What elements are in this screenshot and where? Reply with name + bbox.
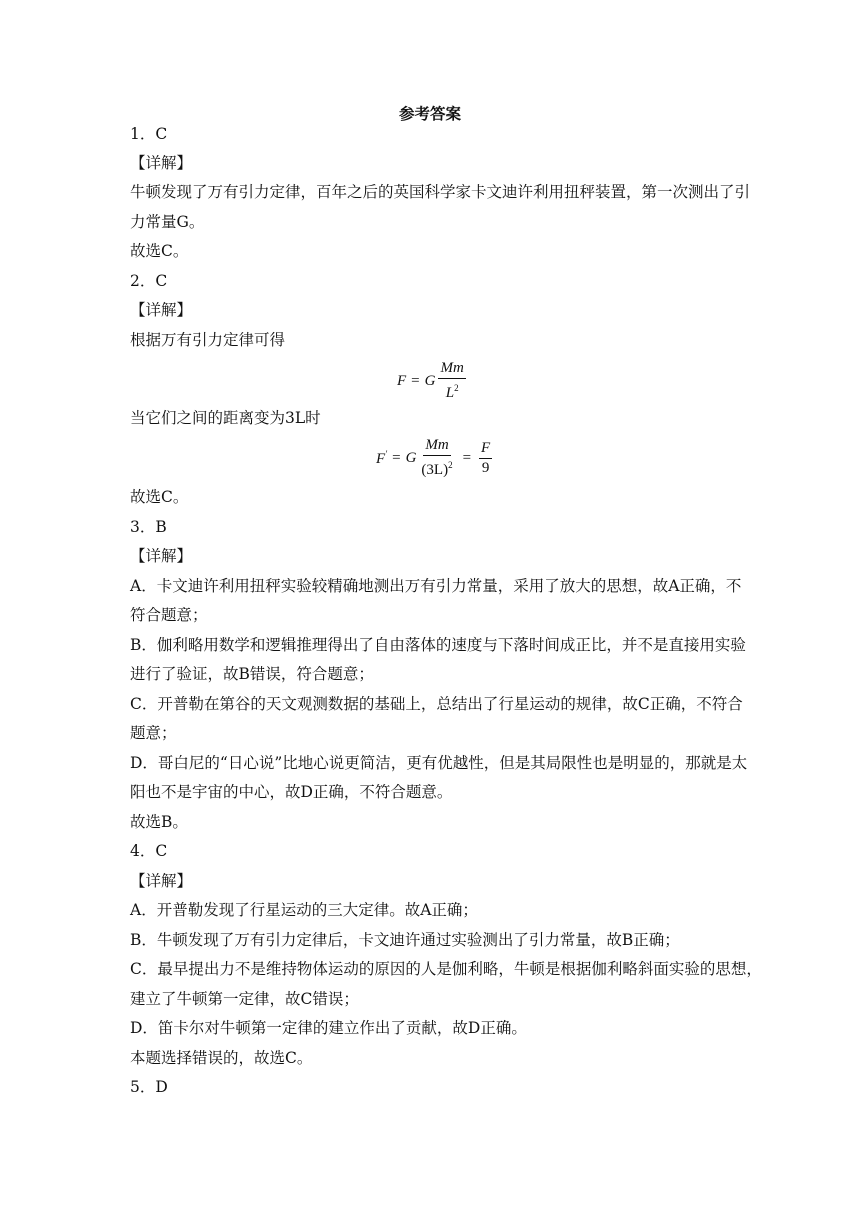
text-line: 题意； bbox=[130, 724, 177, 742]
fraction-denominator: $L^2$ bbox=[445, 383, 459, 401]
formula-fraction bbox=[479, 440, 492, 477]
answer-number: 4．C bbox=[130, 842, 168, 860]
text-line: D．哥白尼的“日心说”比地心说更简洁，更有优越性，但是其局限性也是明显的，那就是太 bbox=[130, 754, 748, 772]
text-line: 进行了验证，故B错误，符合题意； bbox=[130, 665, 374, 683]
text-line: 故选C。 bbox=[130, 242, 189, 260]
text-line: B．伽利略用数学和逻辑推理得出了自由落体的速度与下落时间成正比，并不是直接用实验 bbox=[130, 636, 746, 654]
answer-number: 2．C bbox=[130, 272, 168, 290]
formula-equals: = bbox=[392, 449, 401, 466]
formula-g: G bbox=[405, 449, 417, 466]
detail-heading: 【详解】 bbox=[130, 301, 193, 319]
text-line: C．最早提出力不是维持物体运动的原因的人是伽利略，牛顿是根据伽利略斜面实验的思想， bbox=[130, 960, 762, 978]
text-line: A．卡文迪许利用扭秤实验较精确地测出万有引力常量，采用了放大的思想，故A正确，不 bbox=[130, 577, 742, 595]
text-line: 牛顿发现了万有引力定律，百年之后的英国科学家卡文迪许利用扭秤装置，第一次测出了引 bbox=[130, 183, 751, 201]
answer-number: 1．C bbox=[130, 125, 168, 143]
text-line: 阳也不是宇宙的中心，故D正确，不符合题意。 bbox=[130, 783, 453, 801]
text-line: 符合题意； bbox=[130, 606, 208, 624]
text-line: D．笛卡尔对牛顿第一定律的建立作出了贡献，故D正确。 bbox=[130, 1019, 527, 1037]
text-line: A．开普勒发现了行星运动的三大定律。故A正确； bbox=[130, 901, 478, 919]
text-line: 故选C。 bbox=[130, 488, 189, 506]
fraction-numerator: Mm bbox=[438, 360, 465, 379]
formula-equals: = bbox=[411, 372, 420, 389]
text-line: 力常量G。 bbox=[130, 213, 205, 231]
fraction-numerator: Mm bbox=[423, 437, 450, 456]
fraction-numerator: F bbox=[479, 440, 492, 459]
distance-formula bbox=[376, 437, 495, 479]
formula-g: G bbox=[424, 372, 436, 389]
fraction-denominator: 9 bbox=[481, 459, 490, 476]
text-line: 根据万有引力定律可得 bbox=[130, 331, 286, 349]
text-line: 当它们之间的距离变为3L时 bbox=[130, 409, 321, 427]
detail-heading: 【详解】 bbox=[130, 547, 193, 565]
formula-equals: = bbox=[462, 449, 472, 466]
formula-lhs: F' bbox=[376, 448, 388, 467]
formula-fraction bbox=[438, 360, 465, 402]
detail-heading: 【详解】 bbox=[130, 154, 193, 172]
formula-fraction bbox=[419, 437, 454, 479]
gravitation-formula bbox=[397, 360, 469, 402]
text-line: 本题选择错误的，故选C。 bbox=[130, 1049, 313, 1067]
page-title: 参考答案 bbox=[398, 104, 461, 123]
answer-number: 5．D bbox=[130, 1078, 168, 1096]
formula-lhs: F bbox=[397, 372, 407, 389]
text-line: 建立了牛顿第一定律，故C错误； bbox=[130, 990, 359, 1008]
text-line: B．牛顿发现了万有引力定律后，卡文迪许通过实验测出了引力常量，故B正确； bbox=[130, 931, 680, 949]
fraction-denominator: $(3L)^2$ bbox=[421, 460, 453, 478]
detail-heading: 【详解】 bbox=[130, 872, 193, 890]
text-line: 故选B。 bbox=[130, 813, 188, 831]
answer-number: 3．B bbox=[130, 518, 167, 536]
text-line: C．开普勒在第谷的天文观测数据的基础上，总结出了行星运动的规律，故C正确，不符合 bbox=[130, 695, 743, 713]
